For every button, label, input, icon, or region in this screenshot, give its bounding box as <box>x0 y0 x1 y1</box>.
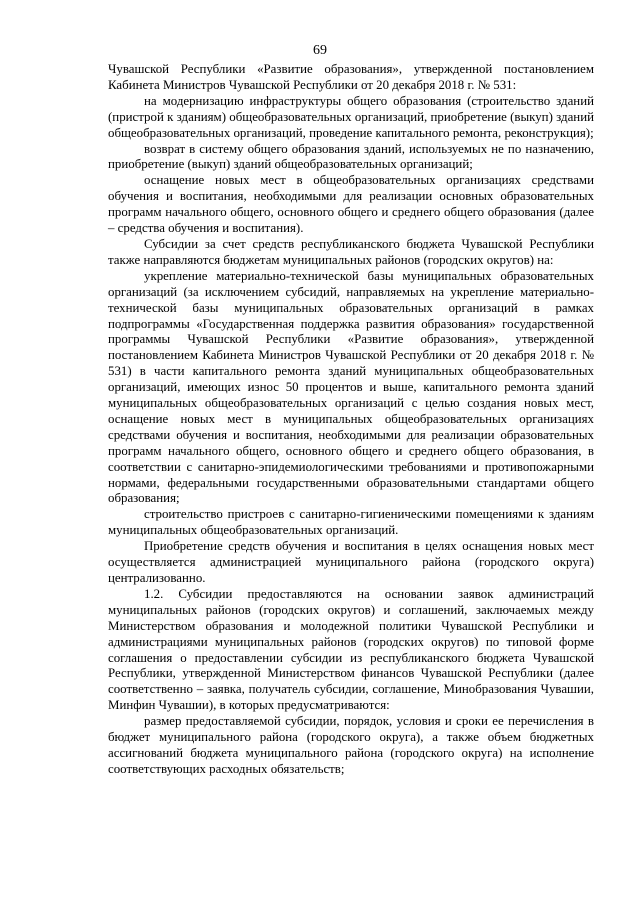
page-number: 69 <box>313 43 327 58</box>
paragraph: оснащение новых мест в общеобразовательных организациях средствами обучения и воспитания, необходимыми для реализации основных образовательных программ начального общего, основного общего и среднего общего образования (далее – средства обучения и воспитания). <box>108 173 594 236</box>
paragraph: размер предоставляемой субсидии, порядок, условия и сроки ее перечисления в бюджет муниципального района (городского округа), а также объем бюджетных ассигнований бюджета муниципального района (городского округа) на исполнение соответствующих расходных обязательств; <box>108 714 594 776</box>
paragraph: строительство пристроев с санитарно-гигиеническими помещениями к зданиям муниципальных общеобразовательных организаций. <box>108 507 594 538</box>
paragraph: возврат в систему общего образования зданий, используемых не по назначению, приобретение (выкуп) зданий общеобразовательных организаций; <box>108 141 594 172</box>
paragraph: укрепление материально-технической базы муниципальных образовательных организаций (за исключением субсидий, направляемых на укрепление материально-технической базы муниципальных образовательных организаций в рамках подпрограммы «Государственная поддержка развития образования» государственной программы Чувашской Республики «Развитие образования», утвержденной постановлением Кабинета Министров Чувашской Республики от 20 декабря 2018 г. № 531) в части капитального ремонта зданий муниципальных общеобразовательных организаций, имеющих износ 50 процентов и выше, капитального ремонта зданий муниципальных общеобразовательных организаций с целью создания новых мест, оснащение новых мест в муниципальных общеобразовательных организациях средствами обучения и воспитания, необходимыми для реализации образовательных программ начального общего, основного общего и среднего общего образования, в соответствии с санитарно-эпидемиологическими требованиями и противопожарными нормами, федеральными государственными образовательными стандартами общего образования; <box>108 268 594 506</box>
paragraph: Субсидии за счет средств республиканского бюджета Чувашской Республики также направляются бюджетам муниципальных районов (городских округов) на: <box>108 236 594 267</box>
document-body <box>108 62 594 778</box>
paragraph: Чувашской Республики «Развитие образования», утвержденной постановлением Кабинета Министров Чувашской Республики от 20 декабря 2018 г. № 531: <box>108 62 594 92</box>
paragraph: Приобретение средств обучения и воспитания в целях оснащения новых мест осуществляется администрацией муниципального района (городского округа) централизованно. <box>108 539 594 585</box>
paragraph: 1.2. Субсидии предоставляются на основании заявок администраций муниципальных районов (городских округов) и соглашений, заключаемых между Министерством образования и молодежной политики Чувашской Республики и администрациями муниципальных районов (городских округов) по типовой форме соглашения о предоставлении субсидии из республиканского бюджета Чувашской Республики, утвержденной Министерством финансов Чувашской Республики (далее соответственно – заявка, получатель субсидии, соглашение, Минобразования Чувашии, Минфин Чувашии), в которых предусматриваются: <box>108 586 594 713</box>
paragraph: на модернизацию инфраструктуры общего образования (строительство зданий (пристрой к зданиям) общеобразовательных организаций, приобретение (выкуп) зданий общеобразовательных организаций, проведение капитального ремонта, реконструкция); <box>108 93 594 140</box>
